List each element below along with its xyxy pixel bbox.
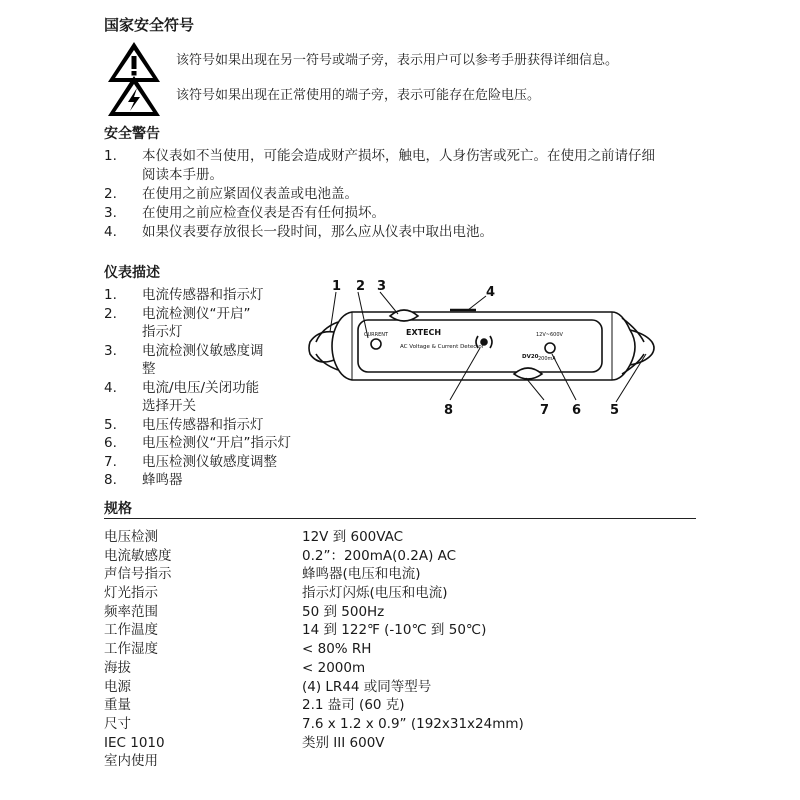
callout-7: 7 (540, 403, 550, 418)
callout-1: 1 (332, 279, 342, 294)
callout-2: 2 (356, 279, 366, 294)
brand-label: EXTECH (406, 328, 442, 337)
list-item: 2. 在使用之前应紧固仪表盖或电池盖。 (104, 186, 358, 202)
specs-heading: 规格 (104, 501, 132, 517)
list-item: 3. 在使用之前应检查仪表是否有任何损坏。 (104, 205, 385, 221)
list-item: 3. 电流检测仪敏感度调 整 (104, 342, 264, 377)
table-row: 尺寸 7.6 x 1.2 x 0.9” (192x31x24mm) (104, 715, 524, 732)
symbol-voltage-text: 该符号如果出现在正常使用的端子旁，表示可能存在危险电压。 (176, 88, 541, 103)
description-heading: 仪表描述 (104, 265, 160, 281)
table-row: 工作湿度 < 80% RH (104, 641, 372, 658)
specs-table (104, 528, 704, 771)
model-number: DV20 (522, 354, 539, 360)
list-item: 2. 电流检测仪“开启” 指示灯 (104, 305, 251, 340)
voltage-range-label: 12V~600V (536, 332, 563, 338)
table-row: 室内使用 (104, 753, 158, 770)
sensitivity-knob-voltage (514, 368, 542, 379)
warnings-heading: 安全警告 (104, 126, 160, 142)
list-item: 1. 电流传感器和指示灯 (104, 287, 264, 303)
list-item: 5. 电压传感器和指示灯 (104, 416, 264, 433)
table-row: 电压检测 12V 到 600VAC (104, 529, 404, 545)
table-row: 频率范围 50 到 500Hz (104, 603, 385, 620)
table-row: 重量 2.1 盎司 (60 克) (104, 697, 405, 714)
high-voltage-triangle-icon (106, 74, 162, 118)
current-range-label: 200mA (538, 356, 556, 362)
table-row: IEC 1010 类别 III 600V (104, 734, 385, 751)
symbol-caution-text: 该符号如果出现在另一符号或端子旁，表示用户可以参考手册获得详细信息。 (176, 53, 619, 68)
table-row: 电源 (4) LR44 或同等型号 (104, 678, 432, 695)
table-row: 电流敏感度 0.2”：200mA(0.2A) AC (104, 547, 457, 564)
table-row: 海拔 < 2000m (104, 659, 366, 676)
list-item: 6. 电压检测仪“开启”指示灯 (104, 435, 291, 451)
table-row: 灯光指示 指示灯闪烁(电压和电流) (104, 585, 448, 602)
left-sensor-tip (309, 332, 334, 362)
description-list (104, 286, 294, 490)
symbols-heading: 国家安全符号 (104, 16, 195, 34)
switch-top-label: CURRENT (364, 332, 389, 338)
model-text: AC Voltage & Current Detector (400, 344, 485, 350)
meter-diagram (300, 270, 665, 430)
list-item: 7. 电压检测仪敏感度调整 (104, 453, 277, 470)
warnings-list (104, 147, 704, 242)
callout-6: 6 (572, 403, 582, 418)
list-item: 4. 电流/电压/关闭功能 选择开关 (104, 379, 260, 414)
callout-3: 3 (377, 279, 387, 294)
list-item: 4. 如果仪表要存放很长一段时间，那么应从仪表中取出电池。 (104, 224, 493, 240)
callout-4: 4 (486, 285, 496, 300)
list-item: 1. 本仪表如不当使用，可能会造成财产损坏，触电，人身伤害或死亡。在使用之前请仔细 阅读本手册。 (104, 148, 655, 183)
table-row: 工作温度 14 到 122℉ (-10℃ 到 50℃) (104, 622, 487, 639)
current-on-indicator (371, 339, 381, 349)
table-row: 声信号指示 蜂鸣器(电压和电流) (104, 566, 421, 583)
specs-divider (104, 518, 696, 519)
callout-8: 8 (444, 403, 454, 418)
symbol-row-voltage (104, 74, 724, 122)
voltage-on-indicator (545, 343, 555, 353)
list-item: 8. 蜂鸣器 (104, 472, 183, 488)
callout-5: 5 (610, 403, 620, 418)
